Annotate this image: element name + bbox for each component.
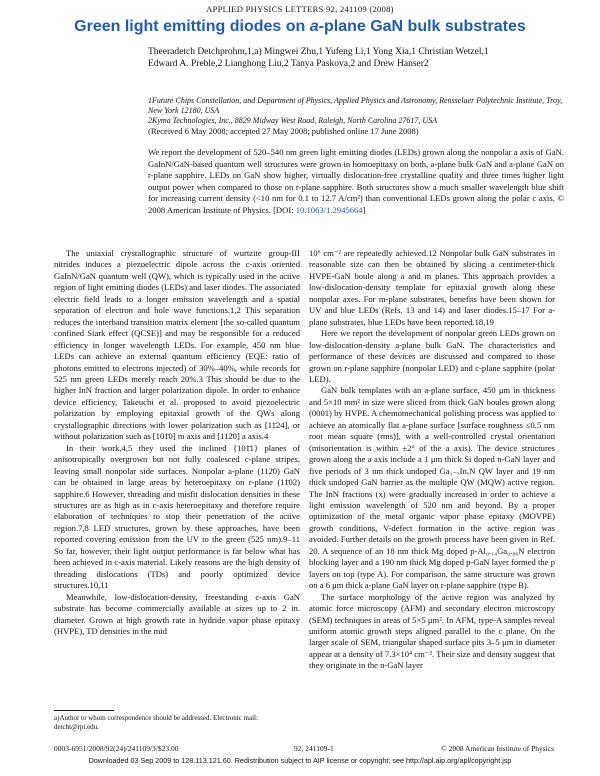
doi-link[interactable]: 10.1063/1.2945664 bbox=[295, 204, 363, 215]
left-paragraph: In their work,4,5 they used the inclined {101̄1} planes of anisotropically overgrown but not fully coalesced c-plane stripes, leaving small nonpolar side surfaces. Nonpolar a-plane (112̄0) GaN can be obtained in large areas by heteroepitaxy on r-plane (11̄02) sapphire.6 However, threading and misfit dislocation densities in these structures are as high as in c-axis heteroepitaxy and therefore require elaboration of techniques to stop their penetration of the active region.7,8 LED structures, grown by these approaches, have been reported covering emission from the UV to the green (525 nm).9–11 So far, however, their light output performance is far below what has been achieved in c-axis material. Likely reasons are the high density of threading dislocations (TDs) and poorly optimized device structures.10,11 bbox=[54, 442, 300, 591]
affiliations bbox=[148, 96, 568, 126]
footer-page-number: 92, 241109-1 bbox=[294, 744, 334, 753]
left-paragraph: The uniaxial crystallographic structure of wurtzite group-III nitrides induces a piezoelectric dipole across the c-axis oriented GaInN/GaN quantum well (QW), which is typically used in the active region of light emitting diodes (LEDs) and laser diodes. The associated electric field leads to a longer emission wavelength and a spatial separation of electron and hole wave functions.1,2 This separation reduces the interband transition matrix element [the so-called quantum confined Stark effect (QCSE)] and may be responsible for a reduced efficiency in longer wavelength LEDs. For example, 450 nm blue LEDs can achieve an external quantum efficiency (EQE: ratio of photons emitted to electrons injected) of 30%–40%, while records for 525 nm green LEDs merely reach 20%.3 This should be due to the higher InN fraction and larger polarization dipole. In order to enhance device efficiency, Takeuchi et al. proposed to avoid piezoelectric polarization by employing epitaxial growth of the QWs along crystallographic directions with lower polarization such as [11̄24], or without polarization such as [101̄0] m axis and [112̄0] a axis.4 bbox=[54, 248, 300, 442]
footer-copyright: © 2008 American Institute of Physics bbox=[441, 744, 554, 753]
running-head: APPLIED PHYSICS LETTERS 92, 241109 (2008) bbox=[206, 4, 394, 14]
footnote: a)Author to whom correspondence should be addressed. Electronic mail: detcht@rpi.edu. bbox=[54, 714, 258, 731]
left-paragraph: Meanwhile, low-dislocation-density, freestanding c-axis GaN substrate has become commercially available at sizes up to 2 in. diameter. Grown at high growth rate in hydride vapor phase epitaxy (HVPE), TD densities in the mid bbox=[54, 591, 300, 636]
abstract-text: We report the development of 520–540 nm green light emitting diodes (LEDs) grown along the nonpolar a axis of GaN. GaInN/GaN-based quantum well structures were grown in homoepitaxy on both, a-plane bulk GaN and a-plane GaN on r-plane sapphire. LEDs on GaN show higher, virtually dislocation-free crystalline quality and three times higher light output power when compared to those on r-plane sapphire. Both structures show a much smaller wavelength blue shift for increasing current density (<10 nm for 0.1 to 12.7 A/cm²) than conventional LEDs grown along the polar c axis. © 2008 American Institute of Physics. [DOI: bbox=[148, 147, 564, 215]
title-part2: -plane GaN bulk substrates bbox=[318, 18, 526, 35]
right-column bbox=[309, 248, 555, 672]
affiliation-1: 1Future Chips Constellation, and Department of Physics, Applied Physics and Astronomy, Rensselaer Polytechnic Institute, Troy, New York 12180, USA bbox=[148, 96, 563, 115]
download-notice: Downloaded 03 Sep 2009 to 128.113.121.60. Redistribution subject to AIP license or copyright; see http://apl.aip.org/apl/copyright.jsp bbox=[88, 756, 512, 765]
right-paragraph: 10⁶ cm⁻² are repeatedly achieved.12 Nonpolar bulk GaN substrates in reasonable size can then be obtained by slicing a centimeter-thick HVPE-GaN boule along a and m planes. This approach provides a low-dislocation-density template for epitaxial growth along these nonpolar axes. For m-plane substrates, benefits have been shown for UV and blue LEDs (Refs. 13 and 14) and laser diodes.15–17 For a-plane substrates, blue LEDs have been reported.18,19 bbox=[309, 248, 555, 327]
right-paragraph: GaN bulk templates with an a-plane surface, 450 μm in thickness and 5×10 mm² in size were sliced from thick GaN boules grown along (0001) by HVPE. A chemomechanical polishing process was applied to achieve an atomically flat a-plane surface [surface roughness ≤0.5 nm root mean square (rms)], with a well-controlled crystal orientation (misorientation is within ±2° of the a axis). The device structures grown along the a axis include a 1 μm thick Si doped n-GaN layer and five periods of 3 nm thick undoped Ga₁₋ₓInₓN QW layer and 19 nm thick undoped GaN barrier as the multiple QW (MQW) active region. The InN fractions (x) were gradually increased in order to achieve a light emission wavelength of 520 nm and beyond. By a proper optimization of the metal organic vapor phase epitaxy (MOVPE) growth conditions, V-defect formation in the active region was avoided. Further details on the growth process have been given in Ref. 20. A sequence of an 18 nm thick Mg doped p-Al₀.₁₄Ga₀.₈₆N electron blocking layer and a 190 nm thick Mg doped p-GaN layer formed the p layers on top (type A). For comparison, the same structure was grown on a 6 μm thick a-plane GaN layer on r-plane sapphire (type B). bbox=[309, 385, 555, 591]
left-column bbox=[54, 248, 300, 637]
right-paragraph: The surface morphology of the active region was analyzed by atomic force microscopy (AFM) and secondary electron microscopy (SEM) techniques in areas of 5×5 μm². In AFM, type-A samples reveal uniform atomic growth steps aligned parallel to the c plane. On the larger scale of SEM, triangular shaped surface pits 3–5 μm in diameter appear at a density of 7.3×10⁴ cm⁻². Their size and density suggest that they originate in the n-GaN layer bbox=[309, 591, 555, 671]
author-list bbox=[148, 46, 568, 70]
right-paragraph: Here we report the development of nonpolar green LEDs grown on low-dislocation-density a-plane bulk GaN. The characteristics and performance of these devices are discussed and compared to those grown on r-plane sapphire (nonpolar LED) and c-plane sapphire (polar LED). bbox=[309, 328, 555, 384]
title-italic: a bbox=[309, 18, 319, 35]
article-title bbox=[0, 18, 600, 36]
received-dates: (Received 6 May 2008; accepted 27 May 2008; published online 17 June 2008) bbox=[148, 126, 419, 136]
abstract-end: ] bbox=[362, 204, 366, 215]
affiliation-2: 2Kyma Technologies, Inc., 8829 Midway West Road, Raleigh, North Carolina 27617, USA bbox=[148, 116, 438, 125]
authors-line1: Theeradetch Detchprohm,1,a) Mingwei Zhu,1 Yufeng Li,1 Yong Xia,1 Christian Wetzel,1 bbox=[148, 47, 489, 57]
title-part1: Green light emitting diodes on bbox=[74, 18, 310, 35]
footer-issn: 0003-6951/2008/92(24)/241109/3/$23.00 bbox=[54, 744, 179, 753]
authors-line2: Edward A. Preble,2 Lianghong Liu,2 Tanya Paskova,2 and Drew Hanser2 bbox=[148, 59, 429, 69]
footnote-divider bbox=[54, 710, 114, 711]
abstract bbox=[148, 147, 564, 217]
